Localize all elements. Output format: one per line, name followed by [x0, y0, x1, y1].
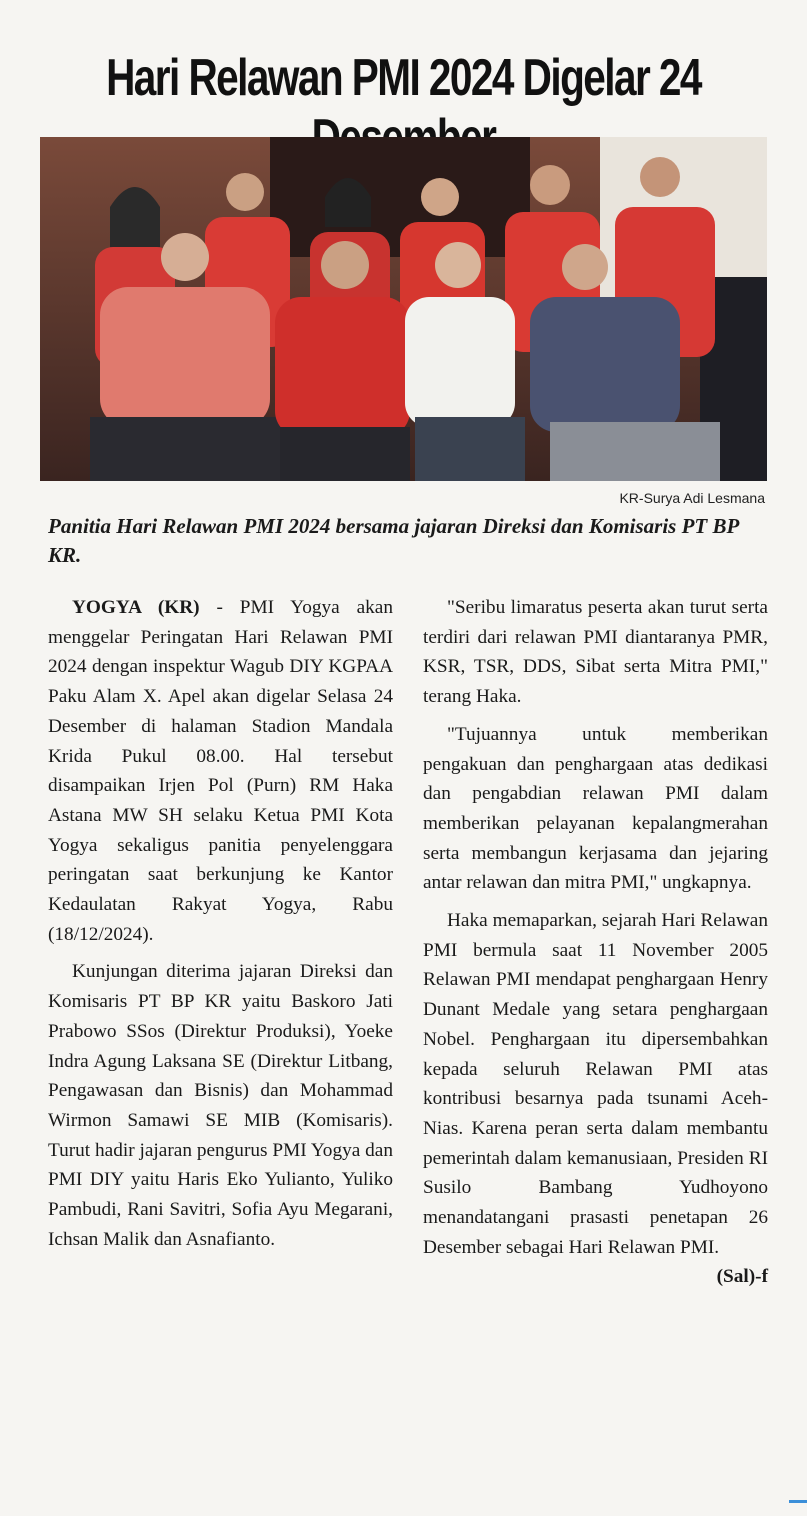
- headline: Hari Relawan PMI 2024 Digelar 24: [106, 49, 701, 107]
- article-column-right: [423, 593, 768, 1292]
- article-column-left: [48, 593, 393, 1262]
- dateline: YOGYA (KR): [72, 597, 200, 618]
- paragraph-1: [48, 593, 393, 949]
- paragraph-1-text: - PMI Yogya akan menggelar Peringatan Hari Relawan PMI 2024 dengan inspektur Wagub DIY KGPAA Paku Alam X. Apel akan digelar Selasa 24 Desember di halaman Stadion Mandala Krida Pukul 08.00. Hal tersebut disampaikan Irjen Pol (Purn) RM Haka Astana MW SH selaku Ketua PMI Kota Yogya sekaligus panitia penyelenggara peringatan saat berkunjung ke Kantor Kedaulatan Rakyat Yogya, Rabu (18/12/2024).: [48, 597, 393, 945]
- group-photo: [40, 137, 767, 481]
- signoff: (Sal)-f: [716, 1266, 768, 1288]
- paragraph-3: "Seribu limaratus peserta akan turut serta terdiri dari relawan PMI diantaranya PMR, KSR, TSR, DDS, Sibat serta Mitra PMI," terang Haka.: [423, 597, 768, 708]
- group-photo-icon: [40, 137, 767, 481]
- paragraph-5-text: Haka memaparkan, sejarah Hari Relawan PMI bermula saat 11 November 2005 Relawan PMI mendapat penghargaan Henry Dunant Medale yang setara penghargaan Nobel. Penghargaan itu dipersembahkan kepada seluruh Relawan PMI atas kontribusi besarnya pada tsunami Aceh-Nias. Karena peran serta dalam membantu pemerintah dalam kemanusiaan, Presiden RI Susilo Bambang Yudhoyono menandatangani prasasti penetapan 26 Desember sebagai Hari Relawan PMI.: [423, 910, 768, 1258]
- color-mark: [789, 1500, 807, 1503]
- photo-caption: Panitia Hari Relawan PMI 2024 bersama jajaran Direksi dan Komisaris PT BP KR.: [48, 514, 739, 567]
- paragraph-4: "Tujuannya untuk memberikan pengakuan dan penghargaan atas dedikasi dan pengabdian relawan PMI dalam memberikan pelayanan kepalangmerahan serta membangun kerjasama dan jejaring antar relawan dan mitra PMI," ungkapnya.: [423, 723, 768, 894]
- paragraph-5: [423, 906, 768, 1288]
- paragraph-2: Kunjungan diterima jajaran Direksi dan Komisaris PT BP KR yaitu Baskoro Jati Prabowo SSos (Direktur Produksi), Yoeke Indra Agung Laksana SE (Direktur Litbang, Pengawasan dan Bisnis) dan Mohammad Wirmon Samawi SE MIB (Komisaris). Turut hadir jajaran pengurus PMI Yogya dan PMI DIY yaitu Haris Eko Yulianto, Yuliko Pambudi, Rani Savitri, Sofia Ayu Megarani, Ichsan Malik dan Asnafianto.: [48, 961, 393, 1250]
- photo-credit: KR-Surya Adi Lesmana: [619, 490, 765, 506]
